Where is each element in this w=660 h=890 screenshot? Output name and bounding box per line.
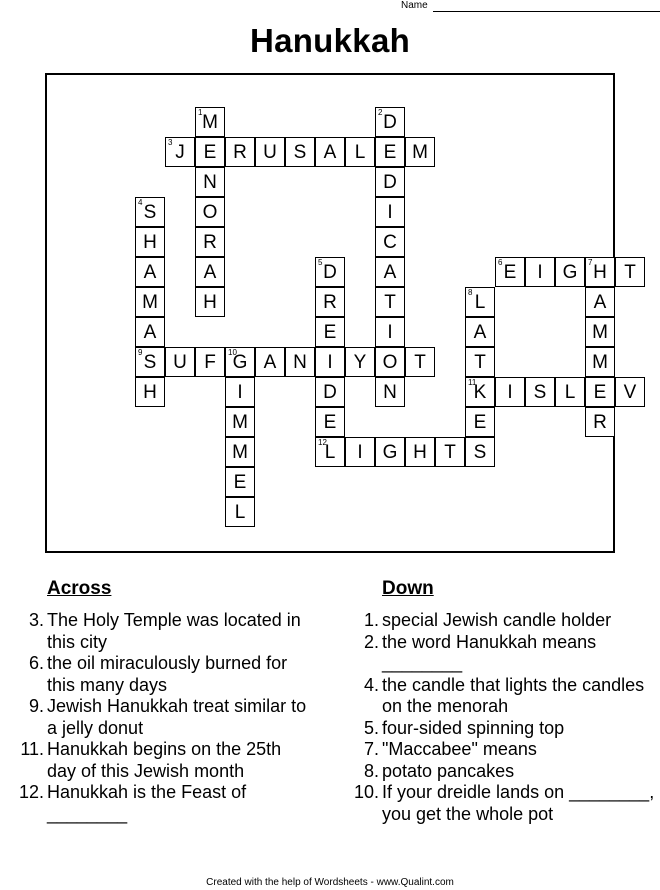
cell-letter: M (592, 352, 608, 373)
cell-letter: S (143, 352, 157, 373)
cell-letter: E (593, 382, 607, 403)
clue-item-text: "Maccabee" means (382, 739, 537, 759)
grid-cell[interactable] (585, 317, 615, 347)
cell-letter: G (562, 262, 578, 283)
cell-letter: M (592, 322, 608, 343)
grid-cell[interactable] (465, 437, 495, 467)
clue-item-text: Jewish Hanukkah treat similar to a jelly donut (47, 696, 307, 738)
grid-cell[interactable] (435, 437, 465, 467)
grid-cell[interactable] (345, 437, 375, 467)
clue-item (345, 739, 660, 761)
cell-letter: M (232, 412, 248, 433)
grid-cell[interactable] (195, 137, 225, 167)
cell-letter: K (473, 382, 487, 403)
grid-cell[interactable] (375, 347, 405, 377)
clue-item (10, 610, 310, 653)
cell-letter: J (175, 142, 185, 163)
cell-letter: L (564, 382, 576, 403)
grid-cell[interactable] (165, 347, 195, 377)
grid-cell[interactable] (135, 227, 165, 257)
cell-letter: R (233, 142, 247, 163)
cell-letter: E (473, 412, 487, 433)
clue-item-number: 11. (20, 739, 44, 759)
clue-item-number: 8. (363, 760, 379, 781)
cell-letter: M (412, 142, 428, 163)
cell-letter: S (533, 382, 547, 403)
cell-letter: E (233, 472, 247, 493)
cell-letter: A (203, 262, 217, 283)
clue-number: 10 (228, 348, 237, 357)
cell-letter: Y (353, 352, 367, 373)
across-heading: Across (47, 578, 112, 599)
cell-letter: N (383, 382, 397, 403)
name-line[interactable] (433, 11, 660, 12)
cell-letter: H (593, 262, 607, 283)
across-list (10, 610, 310, 825)
clue-number: 1 (198, 108, 203, 117)
cell-letter: G (232, 352, 248, 373)
down-clues (345, 578, 660, 825)
grid-cell[interactable] (225, 347, 255, 377)
grid-cell[interactable] (465, 377, 495, 407)
clue-item-number: 10. (353, 782, 379, 802)
cell-letter: D (383, 172, 397, 193)
cell-letter: S (473, 442, 487, 463)
clue-item (345, 782, 660, 825)
grid-cell[interactable] (375, 437, 405, 467)
clue-item-text: If your dreidle lands on ________, you get the whole pot (382, 782, 655, 824)
clue-item-text: the candle that lights the candles on the menorah (382, 674, 645, 716)
grid-cell[interactable] (375, 257, 405, 287)
cell-letter: I (387, 202, 393, 223)
clue-item-number: 7. (363, 739, 379, 759)
grid-cell[interactable] (585, 377, 615, 407)
grid-cell[interactable] (615, 377, 645, 407)
grid-cell[interactable] (585, 287, 615, 317)
grid-cell[interactable] (345, 137, 375, 167)
page-title: Hanukkah (249, 22, 411, 59)
grid-cell[interactable] (315, 347, 345, 377)
grid-cell[interactable] (255, 137, 285, 167)
grid-cell[interactable] (135, 347, 165, 377)
grid-cell[interactable] (405, 437, 435, 467)
cell-letter: L (324, 442, 336, 463)
cell-letter: L (474, 292, 486, 313)
cell-letter: I (237, 382, 243, 403)
cell-letter: A (323, 142, 337, 163)
grid-cell[interactable] (255, 347, 285, 377)
grid-cell[interactable] (375, 107, 405, 137)
clue-number: 11 (468, 378, 477, 387)
clue-number: 7 (588, 258, 593, 267)
clue-item (345, 610, 660, 632)
cell-letter: A (473, 322, 487, 343)
grid-cell[interactable] (195, 347, 225, 377)
cell-letter: A (143, 322, 157, 343)
cell-letter: T (384, 292, 396, 313)
cell-letter: U (173, 352, 187, 373)
grid-cell[interactable] (315, 317, 345, 347)
cell-letter: H (143, 382, 157, 403)
grid-cell[interactable] (615, 257, 645, 287)
grid-cell[interactable] (195, 287, 225, 317)
grid-cell[interactable] (585, 257, 615, 287)
cell-letter: T (414, 352, 426, 373)
grid-cell[interactable] (585, 407, 615, 437)
clue-number: 3 (168, 138, 173, 147)
clue-item-text: special Jewish candle holder (382, 610, 612, 630)
cell-letter: O (382, 352, 398, 373)
crossword-board (45, 73, 637, 553)
cell-letter: T (624, 262, 636, 283)
clue-item-number: 6. (28, 653, 44, 673)
cell-letter: I (357, 442, 363, 463)
grid-cell[interactable] (315, 437, 345, 467)
grid-cell[interactable] (555, 377, 585, 407)
cell-letter: V (623, 382, 637, 403)
grid-cell[interactable] (195, 257, 225, 287)
clue-item-number: 12. (18, 782, 44, 802)
cell-letter: S (143, 202, 157, 223)
grid-cell[interactable] (315, 137, 345, 167)
cell-letter: I (507, 382, 513, 403)
cell-letter: H (203, 292, 217, 313)
grid-cell[interactable] (165, 137, 195, 167)
grid-cell[interactable] (465, 287, 495, 317)
grid-cell[interactable] (375, 287, 405, 317)
cell-letter: I (537, 262, 543, 283)
cell-letter: G (382, 442, 398, 463)
cell-letter: S (293, 142, 307, 163)
grid-cell[interactable] (405, 347, 435, 377)
grid-cell[interactable] (585, 347, 615, 377)
cell-letter: R (203, 232, 217, 253)
grid-cell[interactable] (135, 257, 165, 287)
cell-letter: C (383, 232, 397, 253)
grid-cell[interactable] (375, 317, 405, 347)
grid-cell[interactable] (225, 437, 255, 467)
grid-cell[interactable] (225, 467, 255, 497)
cell-letter: I (387, 322, 393, 343)
grid-cell[interactable] (555, 257, 585, 287)
clue-item (10, 739, 310, 782)
cell-letter: D (323, 382, 337, 403)
grid-cell[interactable] (135, 377, 165, 407)
name-row (0, 0, 660, 14)
name-label: Name (401, 0, 428, 11)
grid-cell[interactable] (225, 137, 255, 167)
clue-item (345, 675, 660, 718)
cell-letter: E (323, 322, 337, 343)
clue-item-number: 1. (363, 610, 379, 630)
grid-cell[interactable] (135, 197, 165, 227)
cell-letter: R (323, 292, 337, 313)
grid-cell[interactable] (195, 167, 225, 197)
clue-number: 8 (468, 288, 473, 297)
clue-number: 6 (498, 258, 503, 267)
cell-letter: U (263, 142, 277, 163)
grid-cell[interactable] (135, 287, 165, 317)
grid-cell[interactable] (525, 257, 555, 287)
down-list (345, 610, 660, 825)
cell-letter: T (474, 352, 486, 373)
grid-cell[interactable] (495, 257, 525, 287)
grid-cell[interactable] (465, 347, 495, 377)
cell-letter: O (202, 202, 218, 223)
grid-cell[interactable] (315, 257, 345, 287)
cell-letter: N (293, 352, 307, 373)
cell-letter: A (593, 292, 607, 313)
clue-number: 9 (138, 348, 143, 357)
clue-item (345, 761, 660, 783)
clue-item-text: the oil miraculously burned for this many days (47, 653, 288, 695)
clue-item-number: 4. (363, 674, 379, 695)
grid-cell[interactable] (495, 377, 525, 407)
grid-cell[interactable] (225, 377, 255, 407)
clue-item (345, 632, 660, 675)
grid-cell[interactable] (375, 167, 405, 197)
clue-item-text: potato pancakes (382, 760, 515, 781)
clue-number: 2 (378, 108, 383, 117)
cell-letter: L (234, 502, 246, 523)
clue-item-text: the word Hanukkah means ________ (382, 631, 597, 673)
cell-letter: L (354, 142, 366, 163)
clue-number: 5 (318, 258, 323, 267)
grid-cell[interactable] (225, 407, 255, 437)
clue-item-number: 9. (28, 696, 44, 716)
grid-cell[interactable] (375, 227, 405, 257)
grid-cell[interactable] (465, 317, 495, 347)
grid-cell[interactable] (375, 137, 405, 167)
clue-item-number: 3. (28, 610, 44, 630)
clue-item-number: 2. (363, 631, 379, 652)
clue-item-text: four-sided spinning top (382, 717, 565, 738)
clue-number: 4 (138, 198, 143, 207)
grid-cell[interactable] (285, 137, 315, 167)
grid-cell[interactable] (135, 317, 165, 347)
clue-item (10, 696, 310, 739)
grid-cell[interactable] (195, 197, 225, 227)
cell-letter: D (383, 112, 397, 133)
cell-letter: A (143, 262, 157, 283)
cell-letter: H (143, 232, 157, 253)
clue-item (10, 782, 310, 825)
cell-letter: I (327, 352, 333, 373)
cell-letter: E (503, 262, 517, 283)
cell-letter: E (383, 142, 397, 163)
clue-item (345, 718, 660, 740)
grid-cell[interactable] (375, 197, 405, 227)
grid-cell[interactable] (195, 107, 225, 137)
clue-item-number: 5. (363, 717, 379, 738)
clue-item-text: Hanukkah begins on the 25th day of this Jewish month (47, 739, 282, 781)
clue-item (10, 653, 310, 696)
grid-cell[interactable] (465, 407, 495, 437)
cell-letter: R (593, 412, 607, 433)
grid-cell[interactable] (315, 287, 345, 317)
grid-cell[interactable] (225, 497, 255, 527)
grid-cell[interactable] (315, 377, 345, 407)
grid-cell[interactable] (375, 377, 405, 407)
across-clues (10, 578, 310, 825)
grid-cell[interactable] (315, 407, 345, 437)
grid-cell[interactable] (525, 377, 555, 407)
grid-cell[interactable] (345, 347, 375, 377)
cell-letter: M (232, 442, 248, 463)
grid-cell[interactable] (195, 227, 225, 257)
cell-letter: T (444, 442, 456, 463)
clue-number: 12 (318, 438, 327, 447)
cell-letter: M (142, 292, 158, 313)
cell-letter: D (323, 262, 337, 283)
footer-credit: Created with the help of Wordsheets - www.Qualint.com (206, 877, 454, 888)
cell-letter: F (204, 352, 216, 373)
clue-item-text: The Holy Temple was located in this city (47, 610, 301, 652)
grid-cell[interactable] (405, 137, 435, 167)
cell-letter: H (413, 442, 427, 463)
cell-letter: A (263, 352, 277, 373)
cell-letter: A (383, 262, 397, 283)
grid-cell[interactable] (285, 347, 315, 377)
cell-letter: E (203, 142, 217, 163)
down-heading: Down (382, 578, 434, 599)
cell-letter: E (323, 412, 337, 433)
clue-item-text: Hanukkah is the Feast of ________ (47, 782, 247, 824)
cell-letter: M (202, 112, 218, 133)
cell-letter: N (203, 172, 217, 193)
